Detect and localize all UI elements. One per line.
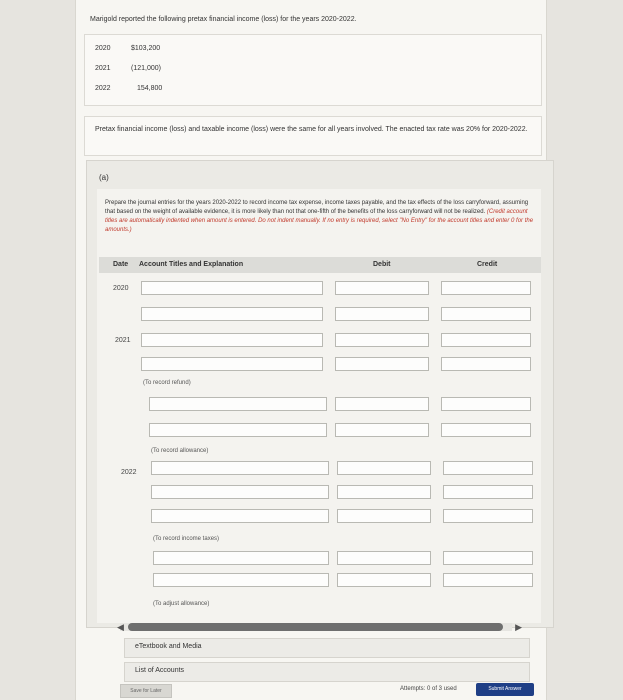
scroll-left-icon[interactable]: ◀ [117,622,124,632]
income-amount: (121,000) [131,65,161,72]
credit-field[interactable] [441,357,531,371]
list-of-accounts-label: List of Accounts [135,667,185,674]
col-account: Account Titles and Explanation [139,261,244,268]
credit-field[interactable] [441,307,531,321]
debit-field[interactable] [337,573,431,587]
debit-field[interactable] [335,423,429,437]
debit-field[interactable] [335,333,429,347]
save-for-later-button[interactable]: Save for Later [120,684,172,698]
submit-answer-button[interactable]: Submit Answer [476,683,534,696]
memo-adjust-allowance: (To adjust allowance) [153,601,210,607]
credit-field[interactable] [443,461,533,475]
part-a-panel [86,160,554,628]
income-data-box [84,34,542,106]
col-debit: Debit [373,261,391,268]
problem-intro: Marigold reported the following pretax financial income (loss) for the years 2020-2022. [90,16,357,23]
etextbook-link[interactable] [124,638,530,658]
debit-field[interactable] [337,461,431,475]
col-date: Date [113,261,129,268]
instructions [105,199,535,235]
credit-field[interactable] [443,573,533,587]
credit-field[interactable] [441,281,531,295]
account-title-field[interactable] [151,509,329,523]
account-title-field[interactable] [151,461,329,475]
debit-field[interactable] [335,307,429,321]
note-box [84,116,542,156]
account-title-field[interactable] [149,423,327,437]
credit-field[interactable] [441,397,531,411]
account-title-field[interactable] [151,485,329,499]
etextbook-label: eTextbook and Media [135,643,202,650]
income-year: 2022 [95,85,111,92]
income-amount: $103,200 [131,45,161,52]
instructions-main: Prepare the journal entries for the years 2020-2022 to record income tax expense, income taxes payable, and the tax effects of the loss carryforward, assuming that based on the weight of available evidence, it is more likely than not that one-fifth of the benefits of the loss carryforward will not be realized. [105,200,529,215]
entry-year: 2021 [115,337,131,344]
account-title-field[interactable] [149,397,327,411]
account-title-field[interactable] [153,573,329,587]
scrollbar-thumb[interactable] [128,623,503,631]
income-year: 2020 [95,45,111,52]
entry-year: 2022 [121,469,137,476]
income-amount: 154,800 [137,85,163,92]
debit-field[interactable] [335,357,429,371]
credit-field[interactable] [443,485,533,499]
credit-field[interactable] [441,423,531,437]
debit-field[interactable] [337,551,431,565]
journal-entry-area [97,189,541,623]
account-title-field[interactable] [141,281,323,295]
income-year: 2021 [95,65,111,72]
tax-rate-note: Pretax financial income (loss) and taxable income (loss) were the same for all years involved. The enacted tax rate was 20% for 2020-2022. [95,126,528,133]
horizontal-scrollbar[interactable] [117,622,522,632]
debit-field[interactable] [337,509,431,523]
instructions-note: (Credit account titles are automatically indented when amount is entered. Do not indent manually. If no entry is required, select "No Entry" for the account titles and enter 0 for the amounts.) [105,209,534,233]
account-title-field[interactable] [141,357,323,371]
account-title-field[interactable] [141,333,323,347]
col-credit: Credit [477,261,498,268]
list-of-accounts-link[interactable] [124,662,530,682]
memo-refund: (To record refund) [143,380,191,386]
debit-field[interactable] [335,281,429,295]
scroll-right-icon[interactable]: ▶ [515,622,522,632]
entry-year: 2020 [113,285,129,292]
account-title-field[interactable] [141,307,323,321]
debit-field[interactable] [337,485,431,499]
table-header [99,257,541,273]
part-label: (a) [99,173,109,182]
credit-field[interactable] [443,509,533,523]
account-title-field[interactable] [153,551,329,565]
debit-field[interactable] [335,397,429,411]
credit-field[interactable] [443,551,533,565]
memo-income-taxes: (To record income taxes) [153,536,220,542]
attempts-counter: Attempts: 0 of 3 used [400,686,457,692]
credit-field[interactable] [441,333,531,347]
memo-allowance: (To record allowance) [151,448,209,454]
footer-bar [84,680,540,700]
